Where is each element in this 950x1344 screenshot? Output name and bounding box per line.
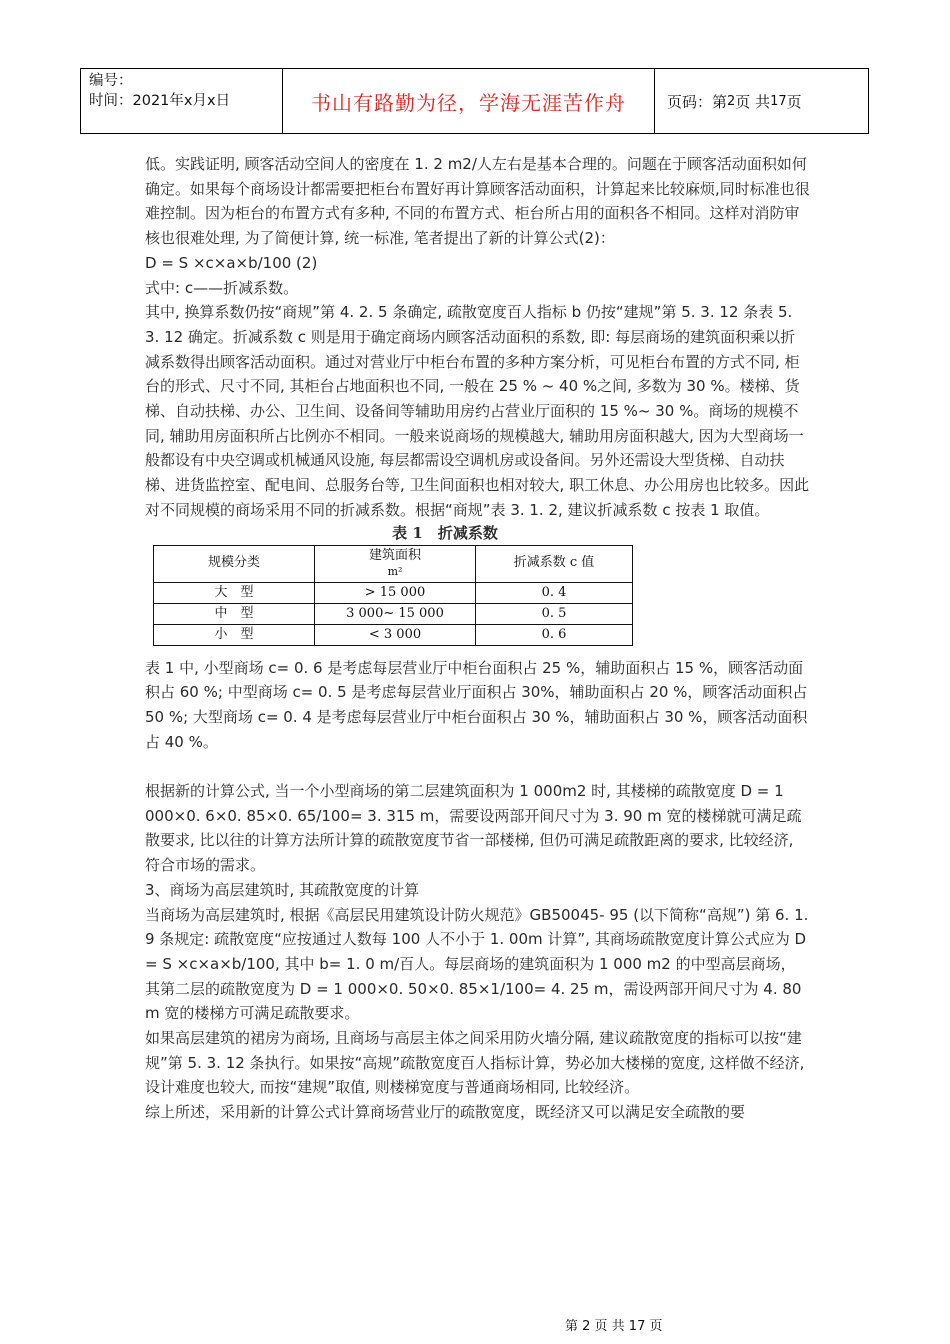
paragraph: 综上所述，采用新的计算公式计算商场营业厅的疏散宽度，既经济又可以满足安全疏散的要 [145, 1103, 746, 1122]
header-coefficient: 折减系数 c 值 [476, 545, 633, 582]
section-heading: 3、商场为高层建筑时, 其疏散宽度的计算 [145, 880, 420, 899]
header-area [315, 545, 476, 582]
page-suffix: 页 [786, 92, 802, 111]
page-current: 2 [727, 93, 736, 109]
motto [283, 69, 655, 133]
table-row [154, 603, 633, 624]
paragraph: 如果高层建筑的裙房为商场, 且商场与高层主体之间采用防火墙分隔, 建议疏散宽度的指标可以按“建规”第 5. 3. 12 条执行。如果按“高规”疏散宽度百人指标计算，势必加大楼梯的宽度, 这样做不经济, 设计难度也较大, 而按“建规”取值, 则楼梯宽度与普通商场相同, 比较经济。 [145, 1029, 805, 1097]
table-row [154, 582, 633, 603]
table-row [154, 624, 633, 645]
page-prefix: 页码：第 [667, 92, 728, 111]
cell-area: 3 000~ 15 000 [315, 603, 476, 624]
number-label: 编号： [89, 73, 133, 89]
paragraph: 当商场为高层建筑时, 根据《高层民用建筑设计防火规范》GB50045- 95 (以下简称“高规”) 第 6. 1. 9 条规定: 疏散宽度“应按通过人数每 100 人不小于 1. 00m 计算”, 其商场疏散宽度计算公式应为 D = S ×c×a×b/100, 其中 b= 1. 0 m/百人。每层商场的建筑面积为 1 000 m2 的中型高层商场，其第二层的疏散宽度为 D = 1 000×0. 50×0. 85×1/100= 4. 25 m，需设两部开间尺寸为 4. 80 m 宽的楼梯方可满足疏散要求。 [145, 905, 809, 1023]
paragraph: 其中, 换算系数仍按“商规”第 4. 2. 5 条确定, 疏散宽度百人指标 b 仍按“建规”第 5. 3. 12 条表 5. 3. 12 确定。折减系数 c 则是用于确定商场内顾客活动面积的系数, 即: 每层商场的建筑面积乘以折减系数得出顾客活动面积。通过对营业厅中柜台布置的多种方案分析，可见柜台布置的方式不同, 柜台的形式、尺寸不同, 其柜台占地面积也不同, 一般在 25 % ~ 40 %之间, 多数为 30 %。楼梯、货梯、自动扶梯、办公、卫生间、设备间等辅助用房约占营业厅面积的 15 %~ 30 %。商场的规模不同, 辅助用房面积所占比例亦不相同。一般来说商场的规模越大, 辅助用房面积越大, 因为大型商场一般都设有中央空调或机械通风设施, 每层都需设空调机房或设备间。另外还需设大型货梯、自动扶梯、进货监控室、配电间、总服务台等, 卫生间面积也相对较大, 职工休息、办公用房也比较多。因此对不同规模的商场采用不同的折减系数。根据“商规”表 3. 1. 2, 建议折减系数 c 按表 1 取值。 [145, 303, 810, 519]
cell-area: < 3 000 [315, 624, 476, 645]
cell-area: > 15 000 [315, 582, 476, 603]
cell-scale: 大 型 [154, 582, 315, 603]
paragraph: 低。实践证明, 顾客活动空间人的密度在 1. 2 m2/人左右是基本合理的。问题在于顾客活动面积如何确定。如果每个商场设计都需要把柜台布置好再计算顾客活动面积，计算起来比较麻烦,同时标准也很难控制。因为柜台的布置方式有多种, 不同的布置方式、柜台所占用的面积各不相同。这样对消防审核也很难处理, 为了简便计算, 统一标准, 笔者提出了新的计算公式(2)： [145, 155, 810, 248]
page-indicator [655, 69, 868, 133]
motto-text: 书山有路勤为径，学海无涯苦作舟 [311, 90, 626, 115]
formula: D = S ×c×a×b/100 (2) [145, 253, 318, 272]
cell-coefficient: 0. 6 [476, 624, 633, 645]
header-area-label: 建筑面积 [368, 547, 421, 563]
table-header-row [154, 545, 633, 582]
header-table [80, 68, 869, 134]
cell-coefficient: 0. 5 [476, 603, 633, 624]
page-total: 17 [770, 93, 787, 109]
paragraph: 根据新的计算公式, 当一个小型商场的第二层建筑面积为 1 000m2 时, 其楼梯的疏散宽度 D = 1 000×0. 6×0. 85×0. 65/100= 3. 315 m，需要设两部开间尺寸为 3. 90 m 宽的楼梯就可满足疏散要求, 比以往的计算方法所计算的疏散宽度节省一部楼梯, 但仍可满足疏散距离的要求, 比较经济, 符合市场的需求。 [145, 782, 802, 875]
cell-coefficient: 0. 4 [476, 582, 633, 603]
paragraph: 表 1 中, 小型商场 c= 0. 6 是考虑每层营业厅中柜台面积占 25 %，辅助面积占 15 %，顾客活动面积占 60 %; 中型商场 c= 0. 5 是考虑每层营业厅面积占 30%，辅助面积占 20 %，顾客活动面积占 50 %; 大型商场 c= 0. 4 是考虑每层营业厅中柜台面积占 30 %，辅助面积占 30 %，顾客活动面积占 40 %。 [145, 658, 808, 751]
document-body [145, 152, 810, 1125]
header-area-unit: m² [387, 564, 403, 578]
time-label: 时间：2021年x月x日 [89, 93, 231, 109]
coefficient-table [153, 545, 633, 646]
cell-scale: 中 型 [154, 603, 315, 624]
formula-note: 式中: c——折减系数。 [145, 278, 299, 297]
page-footer: 第 2 页 共 17 页 [565, 1319, 663, 1334]
header-meta [81, 69, 283, 133]
blank-line [145, 754, 810, 779]
cell-scale: 小 型 [154, 624, 315, 645]
table-title: 表 1 折减系数 [392, 523, 498, 542]
page-mid: 页 共 [735, 92, 771, 111]
header-scale: 规模分类 [154, 545, 315, 582]
